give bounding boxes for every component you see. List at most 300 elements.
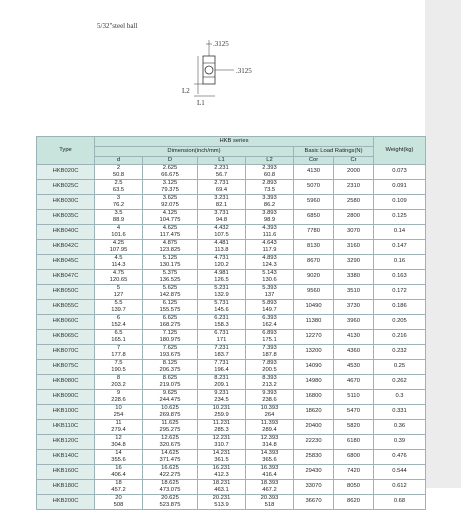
cell-cor: 29430 (294, 465, 334, 480)
cell-l2 (246, 450, 294, 465)
cell-l2 (246, 345, 294, 360)
cell-type: HKB035C (37, 210, 95, 225)
cell-d-inch: 7.625 (162, 345, 178, 351)
cell-weight: 0.476 (374, 450, 426, 465)
cell-l1 (198, 195, 246, 210)
cell-type: HKB065C (37, 330, 95, 345)
cell-l1-inch: 3.231 (214, 195, 229, 201)
cell-l1 (198, 165, 246, 180)
table-row (37, 330, 426, 345)
cell-type: HKB075C (37, 360, 95, 375)
cell-l2-inch: 8.393 (262, 375, 277, 381)
cell-l2-inch: 3.893 (262, 210, 277, 216)
cell-cor: 5960 (294, 195, 334, 210)
cell-l1-mm: 132.9 (214, 292, 229, 298)
cell-d (143, 345, 198, 360)
cell-d (95, 435, 143, 450)
cell-cor: 14980 (294, 375, 334, 390)
cell-l2-inch: 16.393 (260, 465, 279, 471)
cell-cr: 6180 (334, 435, 374, 450)
cell-d (95, 165, 143, 180)
cell-d-mm: 120.65 (109, 277, 128, 283)
cell-d-mm: 50.8 (112, 172, 125, 178)
cell-d-inch: 2.5 (114, 180, 123, 186)
cell-l1-inch: 3.731 (214, 210, 229, 216)
cell-l2-mm: 416.4 (262, 472, 277, 478)
cell-l1-mm: 126.5 (214, 277, 229, 283)
cell-l2-mm: 60.8 (263, 172, 276, 178)
cell-l1-inch: 8.231 (214, 375, 229, 381)
cell-d-mm: 168.275 (159, 322, 181, 328)
cell-l2-inch: 12.393 (260, 435, 279, 441)
cell-l2-mm: 467.2 (262, 487, 277, 493)
cell-l1 (198, 240, 246, 255)
cell-d (95, 240, 143, 255)
cell-d-mm: 117.475 (159, 232, 181, 238)
cell-l1-inch: 7.231 (214, 345, 229, 351)
cell-d (95, 360, 143, 375)
cell-l2-inch: 4.893 (262, 255, 277, 261)
cell-d-inch: 8 (116, 375, 121, 381)
cell-d-inch: 9.625 (162, 390, 178, 396)
cell-weight: 0.109 (374, 195, 426, 210)
cell-d (143, 255, 198, 270)
cell-type: HKB047C (37, 270, 95, 285)
cell-type: HKB020C (37, 165, 95, 180)
cell-l1 (198, 300, 246, 315)
cell-l1 (198, 285, 246, 300)
col-D-header: D (143, 157, 198, 165)
cell-d (95, 195, 143, 210)
ball-note: 5/32"steel ball (97, 22, 138, 30)
table-row (37, 270, 426, 285)
cell-d (143, 240, 198, 255)
table-row (37, 465, 426, 480)
cell-type: HKB160C (37, 465, 95, 480)
cell-l2-mm: 213.2 (262, 382, 277, 388)
cell-l1 (198, 345, 246, 360)
cell-cor: 6850 (294, 210, 334, 225)
cell-d-inch: 10 (115, 405, 122, 411)
cell-d-inch: 5 (116, 285, 121, 291)
cell-d-inch: 8.625 (162, 375, 178, 381)
cell-cr: 6800 (334, 450, 374, 465)
cell-d-mm: 165.1 (111, 337, 126, 343)
cell-d (143, 270, 198, 285)
cell-l2-inch: 4.393 (262, 225, 277, 231)
cell-cr: 3290 (334, 255, 374, 270)
cell-d-inch: 3 (116, 195, 121, 201)
cell-l1-mm: 183.7 (214, 352, 229, 358)
cell-l2 (246, 285, 294, 300)
cell-d (143, 390, 198, 405)
cell-l1 (198, 330, 246, 345)
cell-d-inch: 4.625 (162, 225, 178, 231)
cell-d-inch: 12 (115, 435, 122, 441)
cell-d-mm: 269.875 (159, 412, 181, 418)
col-cor-header: Cor (294, 157, 334, 165)
cell-l1 (198, 480, 246, 495)
cell-d (95, 390, 143, 405)
table-row (37, 375, 426, 390)
cell-d-inch: 7.5 (114, 360, 123, 366)
cell-cor: 33070 (294, 480, 334, 495)
cell-l2-mm: 238.6 (262, 397, 277, 403)
cell-l1-inch: 4.981 (214, 270, 229, 276)
cell-d-inch: 18 (115, 480, 122, 486)
cell-d (143, 465, 198, 480)
cell-d-mm: 190.5 (111, 367, 126, 373)
cell-cor: 4130 (294, 165, 334, 180)
cell-d-mm: 101.6 (111, 232, 126, 238)
cell-cor: 25830 (294, 450, 334, 465)
cell-weight: 0.331 (374, 405, 426, 420)
cell-l1-inch: 6.731 (214, 330, 229, 336)
cell-l2 (246, 240, 294, 255)
cell-type: HKB110C (37, 420, 95, 435)
cell-l1-mm: 361.5 (214, 457, 229, 463)
cell-d-mm: 130.175 (159, 262, 181, 268)
cell-d-inch: 11 (115, 420, 122, 426)
cell-l1 (198, 255, 246, 270)
cell-weight: 0.163 (374, 270, 426, 285)
cell-l1-mm: 171 (216, 337, 227, 343)
cell-d (95, 465, 143, 480)
cell-cr: 3070 (334, 225, 374, 240)
cell-l1-mm: 310.7 (214, 442, 229, 448)
cell-l2 (246, 330, 294, 345)
cell-l1 (198, 435, 246, 450)
cell-d-inch: 7.125 (162, 330, 178, 336)
cell-cr: 4670 (334, 375, 374, 390)
table-row (37, 225, 426, 240)
cell-d-mm: 193.675 (159, 352, 181, 358)
col-cr-header: Cr (334, 157, 374, 165)
cell-cr: 8620 (334, 495, 374, 510)
cell-l2 (246, 225, 294, 240)
cell-type: HKB140C (37, 450, 95, 465)
cell-l2-mm: 289.4 (262, 427, 277, 433)
table-row (37, 165, 426, 180)
cell-l1 (198, 495, 246, 510)
cell-d-mm: 244.475 (159, 397, 181, 403)
cell-l1-inch: 5.231 (214, 285, 229, 291)
cell-l1-mm: 113.8 (214, 247, 229, 253)
cell-weight: 0.544 (374, 465, 426, 480)
table-row (37, 300, 426, 315)
cell-l1-mm: 107.5 (214, 232, 229, 238)
cell-type: HKB060C (37, 315, 95, 330)
cell-type: HKB055C (37, 300, 95, 315)
cell-weight: 0.091 (374, 180, 426, 195)
cell-d-mm: 177.8 (111, 352, 126, 358)
table-row (37, 315, 426, 330)
cell-cr: 3960 (334, 315, 374, 330)
cell-d-mm: 295.275 (159, 427, 181, 433)
cell-d-mm: 508 (113, 502, 124, 508)
cell-l1-mm: 285.3 (214, 427, 229, 433)
cell-l1 (198, 420, 246, 435)
cell-l2 (246, 360, 294, 375)
cell-l2-mm: 264 (264, 412, 275, 418)
table-row (37, 285, 426, 300)
cell-d (143, 195, 198, 210)
cell-d-inch: 2.625 (162, 165, 178, 171)
cell-l2-inch: 5.143 (262, 270, 277, 276)
cell-l2-inch: 5.393 (262, 285, 277, 291)
cell-l2 (246, 375, 294, 390)
col-l1-header: L1 (198, 157, 246, 165)
table-row (37, 345, 426, 360)
cell-d-inch: 16 (115, 465, 122, 471)
cell-d-mm: 304.8 (111, 442, 126, 448)
cell-d (95, 480, 143, 495)
series-title: HKB series (95, 137, 374, 147)
cell-d (95, 420, 143, 435)
cell-cor: 22230 (294, 435, 334, 450)
col-d-header: d (95, 157, 143, 165)
cell-d (143, 315, 198, 330)
cell-d (143, 480, 198, 495)
cell-d-inch: 3.125 (162, 180, 178, 186)
cell-l1-mm: 94.8 (215, 217, 228, 223)
cell-d-mm: 279.4 (111, 427, 126, 433)
cell-l1-inch: 4.481 (214, 240, 229, 246)
cell-d-mm: 152.4 (111, 322, 126, 328)
cell-d-mm: 406.4 (111, 472, 126, 478)
table-row (37, 210, 426, 225)
cell-l2-inch: 7.393 (262, 345, 277, 351)
cell-weight: 0.14 (374, 225, 426, 240)
cell-d-mm: 127 (113, 292, 124, 298)
cell-l1 (198, 225, 246, 240)
cell-weight: 0.125 (374, 210, 426, 225)
cell-l2-mm: 117.9 (262, 247, 277, 253)
table-row (37, 420, 426, 435)
cell-l2 (246, 300, 294, 315)
cell-d (95, 345, 143, 360)
table-row (37, 360, 426, 375)
cell-d (143, 375, 198, 390)
cell-l1 (198, 210, 246, 225)
cell-d (95, 330, 143, 345)
cell-l2 (246, 435, 294, 450)
cell-d-inch: 16.625 (161, 465, 179, 471)
cell-cr: 2000 (334, 165, 374, 180)
cell-cr: 3510 (334, 285, 374, 300)
cell-d-inch: 8.125 (162, 360, 178, 366)
cell-l2-inch: 14.393 (260, 450, 279, 456)
cell-l1-inch: 10.231 (212, 405, 231, 411)
cell-l2 (246, 465, 294, 480)
cell-l2-mm: 137 (264, 292, 275, 298)
cell-l1-inch: 9.231 (214, 390, 229, 396)
cell-l1 (198, 405, 246, 420)
cell-d-inch: 6 (116, 315, 121, 321)
dim-l1-label: L1 (197, 99, 205, 107)
col-type-header: Type (37, 137, 95, 165)
cell-d (143, 420, 198, 435)
cell-d (143, 495, 198, 510)
cell-l1-mm: 463.1 (214, 487, 229, 493)
cell-l1-mm: 82.1 (215, 202, 228, 208)
cell-l2 (246, 195, 294, 210)
cell-l2 (246, 180, 294, 195)
cell-d-inch: 18.625 (161, 480, 179, 486)
cell-cr: 8050 (334, 480, 374, 495)
cell-weight: 0.68 (374, 495, 426, 510)
cell-l1-mm: 412.3 (214, 472, 229, 478)
cell-l2-inch: 9.393 (262, 390, 277, 396)
table-row (37, 480, 426, 495)
cell-d-mm: 228.6 (111, 397, 126, 403)
cell-weight: 0.232 (374, 345, 426, 360)
cell-l1-inch: 16.231 (212, 465, 231, 471)
cell-d-inch: 4.125 (162, 210, 178, 216)
cell-weight: 0.186 (374, 300, 426, 315)
table-row (37, 240, 426, 255)
cell-cr: 3380 (334, 270, 374, 285)
cell-d-mm: 76.2 (112, 202, 125, 208)
cell-d-mm: 320.675 (159, 442, 181, 448)
cell-l2-inch: 10.393 (260, 405, 279, 411)
cell-weight: 0.612 (374, 480, 426, 495)
cell-d-mm: 457.2 (111, 487, 126, 493)
cell-d-inch: 20.625 (161, 495, 179, 501)
bearing-cross-section-diagram (170, 32, 280, 112)
cell-d-mm: 155.575 (159, 307, 181, 313)
cell-d-inch: 6.625 (162, 315, 178, 321)
cell-d-inch: 7 (116, 345, 121, 351)
table-row (37, 390, 426, 405)
cell-l2-inch: 6.393 (262, 315, 277, 321)
cell-cr: 3160 (334, 240, 374, 255)
cell-d-inch: 11.625 (161, 420, 179, 426)
table-row (37, 495, 426, 510)
cell-type: HKB045C (37, 255, 95, 270)
dim-top-label: .3125 (213, 40, 229, 48)
cell-l1 (198, 360, 246, 375)
side-panel (425, 0, 461, 488)
cell-l1-inch: 7.731 (214, 360, 229, 366)
cell-l1-inch: 12.231 (212, 435, 231, 441)
cell-l2 (246, 270, 294, 285)
cell-l2-mm: 187.8 (262, 352, 277, 358)
cell-d (95, 450, 143, 465)
cell-d-mm: 203.2 (111, 382, 126, 388)
cell-d (95, 180, 143, 195)
cell-l2-mm: 98.9 (263, 217, 276, 223)
cell-cor: 9560 (294, 285, 334, 300)
col-l2-header: L2 (246, 157, 294, 165)
cell-l1-mm: 513.9 (214, 502, 229, 508)
table-row (37, 180, 426, 195)
cell-cr: 4360 (334, 345, 374, 360)
cell-d-inch: 4.25 (112, 240, 125, 246)
cell-l2-inch: 11.393 (260, 420, 279, 426)
cell-l2-mm: 175.1 (262, 337, 277, 343)
table-row (37, 435, 426, 450)
cell-l1 (198, 270, 246, 285)
cell-d (143, 165, 198, 180)
cell-weight: 0.36 (374, 420, 426, 435)
cell-d-inch: 6.125 (162, 300, 178, 306)
cell-cor: 11380 (294, 315, 334, 330)
cell-d-inch: 20 (115, 495, 122, 501)
cell-l1-inch: 2.231 (214, 165, 229, 171)
cell-weight: 0.172 (374, 285, 426, 300)
cell-d (143, 285, 198, 300)
cell-d-inch: 2 (116, 165, 121, 171)
cell-l1-mm: 158.3 (214, 322, 229, 328)
cell-cor: 16800 (294, 390, 334, 405)
cell-d (143, 435, 198, 450)
cell-weight: 0.073 (374, 165, 426, 180)
cell-d-mm: 88.9 (112, 217, 125, 223)
cell-d-inch: 9 (116, 390, 121, 396)
cell-d-inch: 12.625 (161, 435, 179, 441)
cell-d-inch: 3.625 (162, 195, 178, 201)
cell-l2 (246, 420, 294, 435)
table-row (37, 255, 426, 270)
cell-l2-inch: 6.893 (262, 330, 277, 336)
cell-l1 (198, 315, 246, 330)
cell-d (143, 225, 198, 240)
cell-cr: 5820 (334, 420, 374, 435)
cell-d (95, 270, 143, 285)
cell-l2 (246, 405, 294, 420)
cell-d-mm: 422.275 (159, 472, 181, 478)
cell-d-inch: 10.625 (161, 405, 179, 411)
cell-l1-mm: 259.9 (214, 412, 229, 418)
cell-l1 (198, 465, 246, 480)
cell-cor: 18620 (294, 405, 334, 420)
cell-d (95, 210, 143, 225)
cell-d-inch: 5.625 (162, 285, 178, 291)
cell-l2-mm: 365.6 (262, 457, 277, 463)
cell-d-inch: 6.5 (114, 330, 123, 336)
cell-l2 (246, 210, 294, 225)
cell-type: HKB090C (37, 390, 95, 405)
cell-d-inch: 4.75 (112, 270, 125, 276)
cell-d-mm: 254 (113, 412, 124, 418)
cell-type: HKB025C (37, 180, 95, 195)
cell-cor: 9020 (294, 270, 334, 285)
cell-d-mm: 114.3 (111, 262, 126, 268)
cell-cr: 4530 (334, 360, 374, 375)
cell-l2 (246, 480, 294, 495)
cell-cr: 3730 (334, 300, 374, 315)
cell-cor: 8130 (294, 240, 334, 255)
table-row (37, 405, 426, 420)
table-row (37, 450, 426, 465)
cell-weight: 0.25 (374, 360, 426, 375)
cell-cor: 20400 (294, 420, 334, 435)
cell-weight: 0.262 (374, 375, 426, 390)
cell-d-mm: 139.7 (111, 307, 126, 313)
cell-weight: 0.216 (374, 330, 426, 345)
cell-type: HKB120C (37, 435, 95, 450)
cell-l2-mm: 73.5 (263, 187, 276, 193)
cell-cr: 2800 (334, 210, 374, 225)
cell-l1-inch: 6.231 (214, 315, 229, 321)
cell-type: HKB040C (37, 225, 95, 240)
cell-d-mm: 219.075 (159, 382, 181, 388)
cell-type: HKB100C (37, 405, 95, 420)
cell-weight: 0.147 (374, 240, 426, 255)
cell-d-mm: 66.675 (161, 172, 179, 178)
cell-l2-inch: 3.393 (262, 195, 277, 201)
